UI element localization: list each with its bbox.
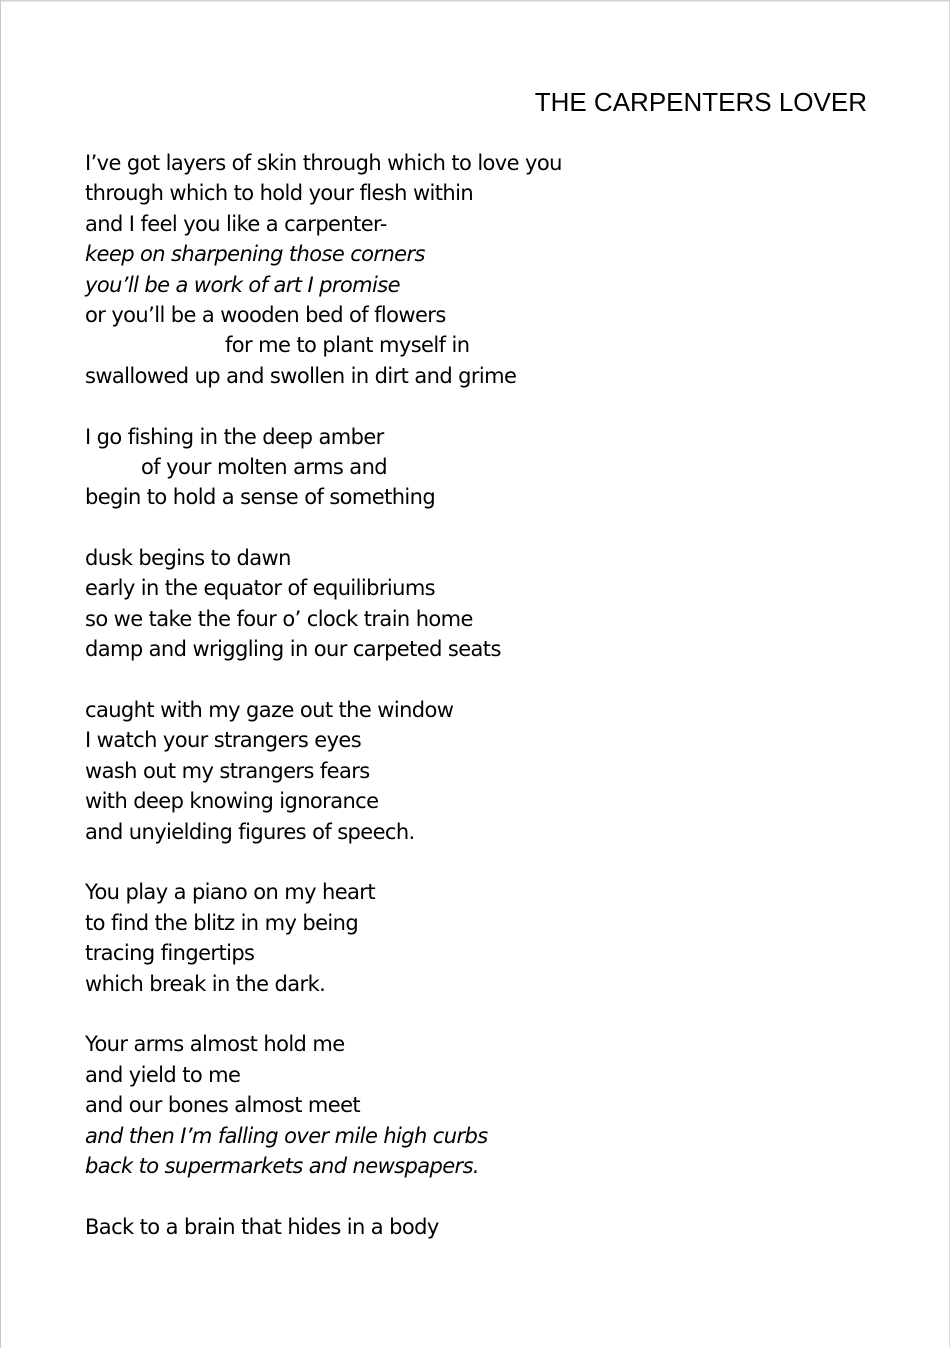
poem-body [85,148,865,1272]
poem-line: of your molten arms and [141,454,388,479]
poem-line: tracing fingertips [85,941,255,966]
poem-line: Your arms almost hold me [85,1032,345,1057]
poem-line: You play a piano on my heart [85,880,375,905]
stanza [85,1029,865,1181]
poem-line: swallowed up and swollen in dirt and grime [85,363,517,388]
stanza [85,148,865,391]
poem-line: keep on sharpening those corners [85,242,425,267]
stanza [85,695,865,847]
poem-line: for me to plant myself in [225,333,470,358]
poem-line: I watch your strangers eyes [85,728,362,753]
poem-line: wash out my strangers fears [85,758,370,783]
poem-line: and our bones almost meet [85,1093,361,1118]
poem-line: you’ll be a work of art I promise [85,272,400,297]
poem-line: damp and wriggling in our carpeted seats [85,637,501,662]
poem-line: to find the blitz in my being [85,910,359,935]
poem-line: begin to hold a sense of something [85,485,436,510]
poem-line: through which to hold your flesh within [85,181,474,206]
poem-line: dusk begins to dawn [85,546,291,571]
poem-line: caught with my gaze out the window [85,698,454,723]
poem-line: and I feel you like a carpenter- [85,211,387,236]
poem-line: back to supermarkets and newspapers. [85,1153,479,1178]
stanza [85,877,865,999]
stanza [85,543,865,665]
poem-line: or you’ll be a wooden bed of flowers [85,302,446,327]
poem-line: Back to a brain that hides in a body [85,1214,439,1239]
poem-line: and yield to me [85,1062,241,1087]
poem-line: and then I’m falling over mile high curbs [85,1123,488,1148]
poem-title: THE CARPENTERS LOVER [534,87,867,117]
poem-line: I’ve got layers of skin through which to love you [85,151,562,175]
poem-line: with deep knowing ignorance [85,789,379,814]
poem-line: which break in the dark. [85,971,326,996]
poem-line: early in the equator of equilibriums [85,576,436,601]
poem-line: I go fishing in the deep amber [85,424,384,449]
poem-line: and unyielding figures of speech. [85,819,415,844]
stanza [85,1212,865,1242]
stanza [85,422,865,513]
poem-line: so we take the four o’ clock train home [85,606,473,631]
